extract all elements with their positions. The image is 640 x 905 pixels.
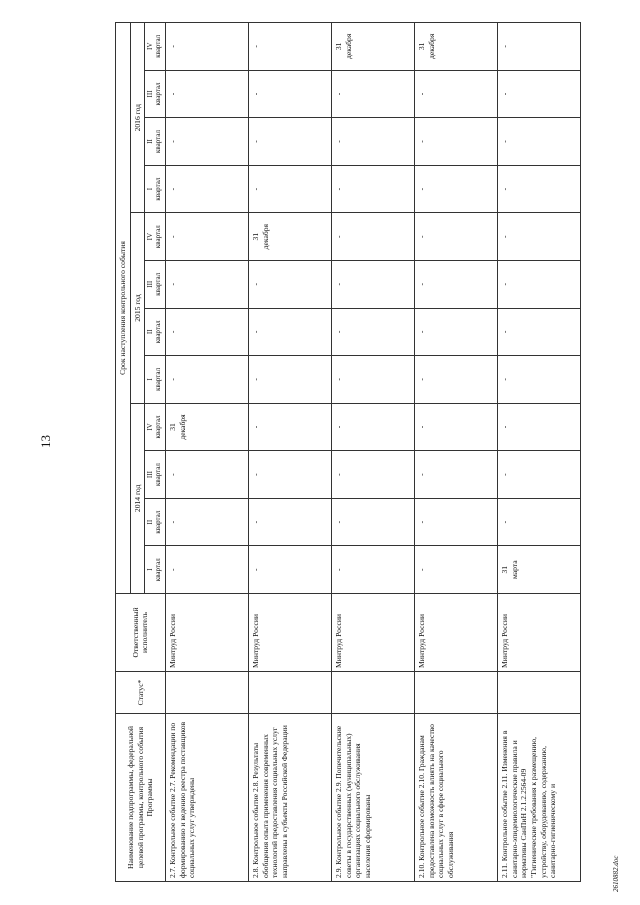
event-name: 2.11. Контрольное событие 2.11. Изменения в санитарно-эпидемиологические правила и нормативы СанПиН 2.1.2.2564-09 "Гигиенические требования к размещению, устройству, оборудованию, содержанию, санитарно-гигиеническому и [497,714,580,882]
deadline-cell: - [331,498,414,546]
deadline-cell: - [165,70,248,118]
quarter-header: II квартал [145,308,165,356]
event-status [414,672,497,714]
event-name: 2.9. Контрольное событие 2.9. Попечительские советы в государственных (муниципальных) организациях социального обслуживания населения сформированы [331,714,414,882]
deadline-cell: - [165,308,248,356]
table-row [248,23,331,882]
header-deadline: Срок наступления контрольного события [116,23,131,594]
rotated-table-container [115,22,635,882]
deadline-cell: - [331,546,414,594]
event-executor: Минтруд России [248,594,331,672]
deadline-cell: - [331,260,414,308]
deadline-cell: 31 декабря [414,23,497,71]
deadline-cell: - [497,308,580,356]
quarter-header: II квартал [145,118,165,166]
deadline-cell: - [414,356,497,404]
deadline-cell: - [414,451,497,499]
deadline-cell: - [331,165,414,213]
deadline-cell: - [497,498,580,546]
deadline-cell: - [248,356,331,404]
deadline-cell: 31 декабря [165,403,248,451]
header-status: Статус* [116,672,166,714]
deadline-cell: - [331,213,414,261]
deadline-cell: - [248,70,331,118]
deadline-cell: 31 декабря [248,213,331,261]
deadline-cell: - [497,213,580,261]
deadline-cell: - [165,23,248,71]
page-number: 13 [38,435,53,448]
quarter-header: I квартал [145,165,165,213]
deadline-cell: - [248,308,331,356]
quarter-header: IV квартал [145,23,165,71]
deadline-cell: - [165,498,248,546]
event-executor: Минтруд России [331,594,414,672]
deadline-cell: 31 марта [497,546,580,594]
deadline-cell: - [248,403,331,451]
event-status [248,672,331,714]
deadline-cell: - [248,498,331,546]
quarter-header: III квартал [145,451,165,499]
header-executor: Ответственный исполнитель [116,594,166,672]
event-status [331,672,414,714]
quarter-header: I квартал [145,546,165,594]
deadline-cell: - [414,260,497,308]
deadline-cell: - [165,260,248,308]
quarter-header: II квартал [145,498,165,546]
deadline-cell: - [331,118,414,166]
deadline-cell: - [331,356,414,404]
deadline-cell: - [497,260,580,308]
deadline-cell: - [331,403,414,451]
header-year-2014: 2014 год [130,403,145,593]
deadline-cell: - [165,356,248,404]
deadline-cell: - [414,546,497,594]
control-events-table [115,22,581,882]
deadline-cell: - [165,165,248,213]
deadline-cell: - [248,546,331,594]
deadline-cell: - [248,118,331,166]
header-name: Наименование подпрограммы, федеральной целевой программы, контрольного события Программы [116,714,166,882]
deadline-cell: - [497,23,580,71]
event-status [165,672,248,714]
event-name: 2.10. Контрольное событие 2.10. Гражданам предоставлена возможность влиять на качество социальных услуг в сфере социального обслуживания [414,714,497,882]
deadline-cell: - [165,451,248,499]
deadline-cell: - [248,165,331,213]
deadline-cell: - [414,70,497,118]
deadline-cell: - [497,165,580,213]
header-year-2015: 2015 год [130,213,145,403]
deadline-cell: - [248,451,331,499]
table-body [165,23,580,882]
deadline-cell: - [248,260,331,308]
footer-document-code: 2610882.doc [612,855,620,892]
deadline-cell: - [331,451,414,499]
quarter-header: IV квартал [145,213,165,261]
deadline-cell: - [331,70,414,118]
deadline-cell: - [497,70,580,118]
quarter-header: III квартал [145,70,165,118]
event-executor: Минтруд России [497,594,580,672]
deadline-cell: - [414,213,497,261]
deadline-cell: - [414,308,497,356]
table-row [331,23,414,882]
table-row [165,23,248,882]
deadline-cell: - [165,118,248,166]
deadline-cell: - [414,118,497,166]
event-status [497,672,580,714]
deadline-cell: - [497,118,580,166]
deadline-cell: - [497,403,580,451]
deadline-cell: - [165,546,248,594]
deadline-cell: - [248,23,331,71]
deadline-cell: - [414,403,497,451]
deadline-cell: - [165,213,248,261]
event-executor: Минтруд России [165,594,248,672]
quarter-header: III квартал [145,260,165,308]
deadline-cell: - [497,451,580,499]
deadline-cell: - [414,498,497,546]
event-executor: Минтруд России [414,594,497,672]
deadline-cell: - [331,308,414,356]
table-row [497,23,580,882]
deadline-cell: - [497,356,580,404]
header-year-2016: 2016 год [130,23,145,213]
event-name: 2.7. Контрольное событие 2.7. Рекомендации по формированию и ведению реестра поставщиков социальных услуг утверждены [165,714,248,882]
deadline-cell: - [414,165,497,213]
quarter-header: I квартал [145,356,165,404]
quarter-header: IV квартал [145,403,165,451]
deadline-cell: 31 декабря [331,23,414,71]
table-row [414,23,497,882]
event-name: 2.8. Контрольное событие 2.8. Результаты обобщения опыта применения современных технологий предоставления социальных услуг направлены в субъекты Российской Федерации [248,714,331,882]
